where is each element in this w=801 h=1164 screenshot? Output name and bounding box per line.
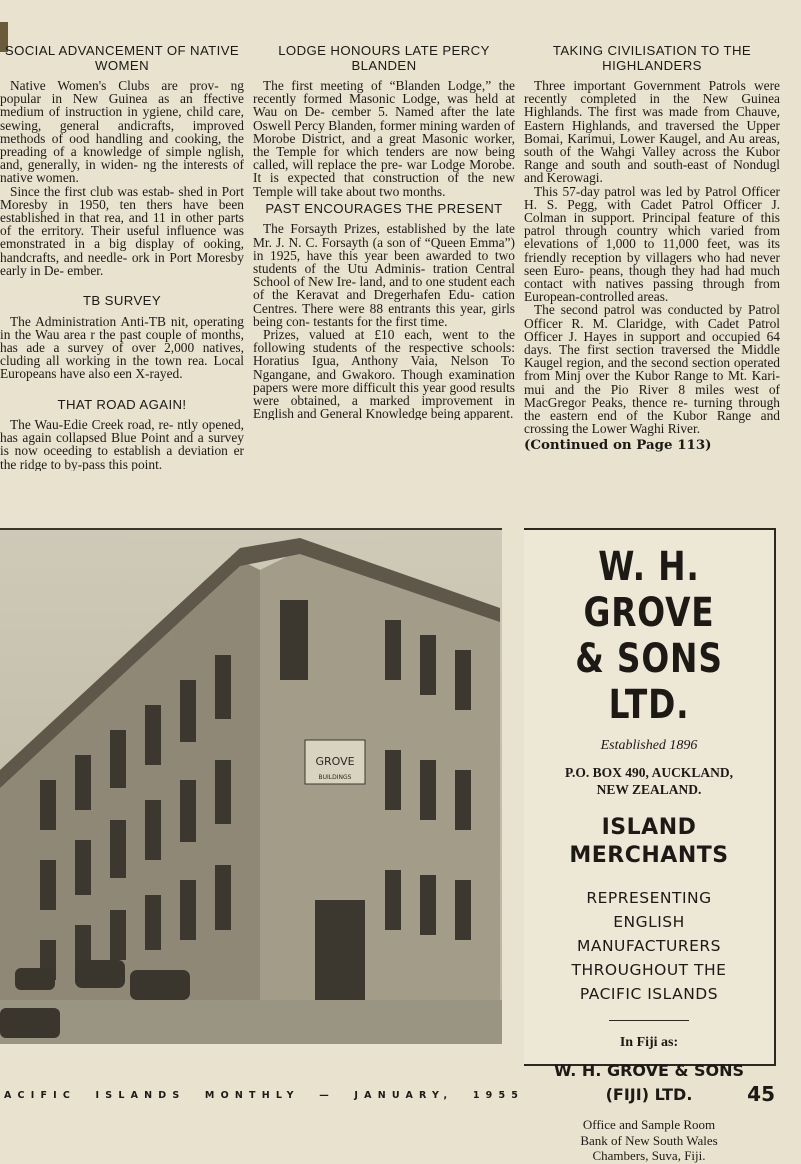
column-middle [253, 40, 515, 420]
article-title-taking-civilisation: TAKING CIVILISATION TO THE HIGHLANDERS [552, 43, 752, 73]
article-paragraph: The Administration Anti-TB nit, operating in the Wau area r the past couple of months, has ade a survey of over 2,000 natives, cluding all working in the town rea. Local Europeans have also een X-rayed. [0, 313, 244, 382]
ad-rep-line2: ENGLISH [613, 913, 685, 931]
ad-rep-line3: MANUFACTURERS [576, 937, 722, 955]
ad-address-line1: P.O. BOX 490, AUCKLAND, [565, 765, 733, 780]
building-sign-buildings: BUILDINGS [318, 774, 352, 781]
column-right [524, 40, 780, 453]
article-title-lodge-honours: LODGE HONOURS LATE PERCY BLANDEN [278, 43, 490, 73]
page-number: 45 [747, 1082, 775, 1106]
ad-company-name-line2: & SONS LTD. [575, 636, 723, 728]
article-title-social-advancement: SOCIAL ADVANCEMENT OF NATIVE WOMEN [4, 43, 240, 73]
ad-fiji-name-line2: (FIJI) LTD. [605, 1085, 693, 1104]
page-footer [0, 1082, 801, 1112]
grove-buildings-illustration [0, 530, 502, 1044]
article-paragraph: The first meeting of “Blanden Lodge,” the recently formed Masonic Lodge, was held at Wau on De- cember 5. Named after the late Oswell Percy Blanden, former mining warden of Morobe District, and a great Masonic worker, the Temple for which tenders are now being called, will replace the pre- war Lodge Morobe. It is expected that construction of the new Temple will take about two months. [253, 78, 515, 199]
ad-rep-line5: PACIFIC ISLANDS [579, 985, 719, 1003]
ad-office-line1: Office and Sample Room [582, 1117, 716, 1132]
article-title-past-encourages: PAST ENCOURAGES THE PRESENT [265, 200, 503, 216]
ad-office-line2: Bank of New South Wales [580, 1132, 718, 1148]
ad-fiji-as: In Fiji as: [619, 1035, 679, 1050]
running-title: ACIFIC ISLANDS MONTHLY — JANUARY, 1955 [4, 1090, 525, 1101]
ad-established: Established 1896 [600, 738, 698, 753]
article-paragraph: Prizes, valued at £10 each, went to the following students of the respective schools: Horatius Igua, Anthony Vaia, Nelson To Ngangane, and Gwakoro. Though examination papers were more difficult this year good results were obtained, a marked improvement in English and General Knowledge being apparent. [253, 326, 515, 421]
building-sign-grove: GROVE [315, 755, 355, 768]
ad-office-line3: Chambers, Suva, Fiji. [592, 1148, 706, 1163]
continued-notice: (Continued on Page 113) [524, 437, 712, 453]
ad-divider [609, 1020, 689, 1021]
building-photo [0, 528, 502, 1044]
ad-fiji-name-line1: W. H. GROVE & SONS [553, 1061, 745, 1080]
article-paragraph: The Forsayth Prizes, established by the late Mr. J. N. C. Forsayth (a son of “Queen Emma”) in 1925, have this year been awarded to two students of the Utu Adminis- tration Central School of New Ire- land, and to one student each of the Keravat and Dregerhafen Edu- cation Centres. There were 88 entrants this year, girls being con- testants for the first time. [253, 221, 515, 329]
article-paragraph: The Wau-Edie Creek road, re- ntly opened, has again collapsed Blue Point and a survey is now oceeding to establish a deviation er the ridge to by-pass this point. [0, 417, 244, 471]
ad-rep-line1: REPRESENTING [586, 889, 712, 907]
column-left [0, 40, 244, 471]
ad-headline-line2: MERCHANTS [569, 843, 729, 868]
article-paragraph: This 57-day patrol was led by Patrol Officer H. S. Pegg, with Cadet Patrol Officer J. Colman in support. Principal feature of this patrol through country which varied from elevations of 1,000 to 11,000 feet, was its friendly reception by villagers who had never seen Euro- peans, though they had had much contact with natives passing through from European-controlled areas. [524, 183, 780, 305]
ad-headline-line1: ISLAND [601, 815, 697, 840]
article-paragraph: The second patrol was conducted by Patrol Officer R. M. Claridge, with Cadet Patrol Officer J. Hayes in support and occupied 64 days. The first section traversed the Middle Kaugel region, and the second section operated from Minj over the Kubor Range to Mt. Kari- mui and the Pio River 8 miles west of MacGregor Peaks, thence re- turning through the eastern end of the Kubor Range and crossing the Lower Waghi River. [524, 302, 780, 437]
ad-address-line2: NEW ZEALAND. [596, 782, 702, 797]
article-paragraph: Native Women's Clubs are prov- ng popular in New Guinea as an ffective medium of instruction in ygiene, child care, sewing, general andicrafts, improved methods of ood handling and cooking, the preading of a knowledge of simple nglish, and, generally, in widen- ng the interests of native women. [0, 78, 244, 186]
article-title-that-road-again: THAT ROAD AGAIN! [57, 396, 187, 412]
ad-company-name-line1: W. H. GROVE [583, 544, 715, 636]
article-title-tb-survey: TB SURVEY [82, 293, 162, 309]
article-paragraph: Three important Government Patrols were recently completed in the New Guinea Highlands. The first was made from Chauve, Eastern Highlands, and traversed the Upper Bomai, Karimui, Lower Kaugel, and Au areas, south of the Wahgi Valley across the Kubor Range and south and south-east of Nondugl and Kerowagi. [524, 78, 780, 186]
ad-rep-line4: THROUGHOUT THE [571, 961, 727, 979]
article-paragraph: Since the first club was estab- shed in Port Moresby in 1950, ten thers have been established in that rea, and 11 in other parts of the erritory. Their useful influence was emonstrated in a big display of ooking, handcrafts, and needle- ork in Port Moresby early in De- ember. [0, 183, 244, 278]
